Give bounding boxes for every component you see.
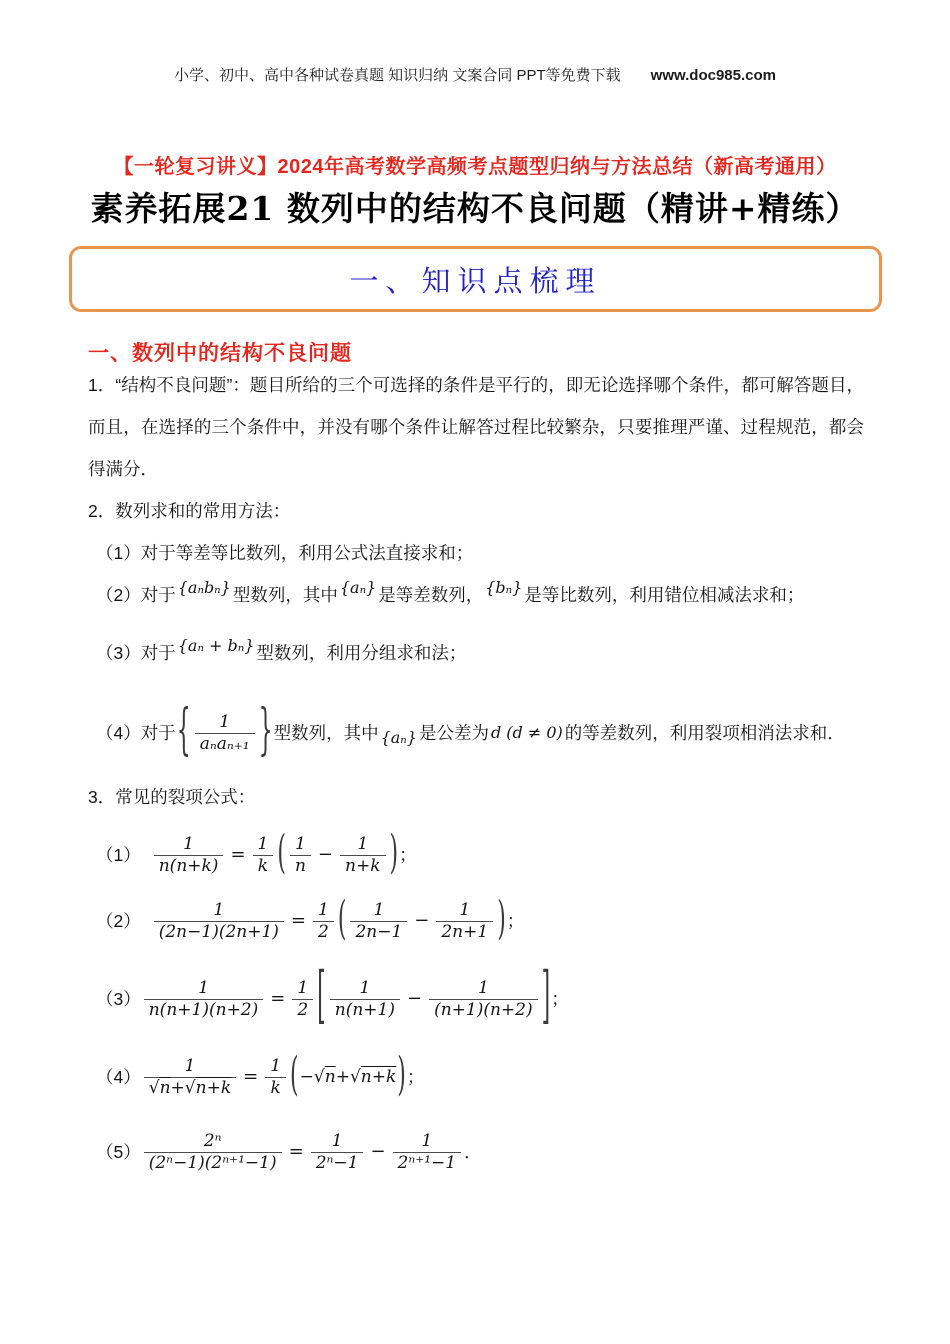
- fraction-numerator: 1: [297, 978, 309, 999]
- plus-sign: +: [335, 1066, 350, 1087]
- sqrt-radical: √: [148, 1077, 160, 1098]
- formula-4: [88, 1046, 864, 1108]
- fraction-numerator: 1: [357, 834, 369, 855]
- formula-3: [88, 964, 864, 1034]
- fraction-numerator: 1: [477, 978, 489, 999]
- fraction: [350, 900, 407, 942]
- left-paren: (: [277, 827, 286, 881]
- fraction-denominator: n+k: [340, 855, 386, 876]
- knowledge-section-box: [69, 246, 882, 312]
- left-bracket: [: [317, 962, 326, 1033]
- fraction-numerator: 1: [257, 834, 269, 855]
- math-an: {aₙ}: [380, 728, 417, 747]
- equals-sign: =: [270, 988, 286, 1009]
- fraction-denominator: k: [265, 1077, 285, 1098]
- fraction-denominator: 2n−1: [350, 921, 407, 942]
- header-text: 小学、初中、高中各种试卷真题 知识归纳 文案合同 PPT等免费下载: [173, 67, 621, 84]
- math-an: {aₙ}: [339, 578, 377, 597]
- right-paren: ): [497, 893, 506, 947]
- method-item-3: [88, 632, 864, 690]
- equals-sign: =: [243, 1066, 259, 1087]
- fraction-denominator: 2n+1: [436, 921, 493, 942]
- punctuation: ；: [551, 989, 569, 1009]
- paragraph-structure-problem: 1．“结构不良问题”：题目所给的三个可选择的条件是平行的，即无论选择哪个条件，都可解答题目，而且，在选择的三个条件中，并没有哪个条件让解答过程比较繁杂，只要推理严谨、过程规范，都会得满分．: [88, 375, 864, 479]
- exam-banner: 【一轮复习讲义】2024年高考数学高频考点题型归纳与方法总结（新高考通用）: [113, 156, 837, 178]
- formula-label: （5）: [96, 1142, 141, 1162]
- knowledge-section-title: 一、知识点梳理: [349, 263, 602, 298]
- site-url: www.doc985.com: [650, 67, 776, 84]
- math-anbn: {aₙbₙ}: [177, 578, 231, 597]
- right-bracket: ]: [541, 962, 551, 1033]
- fraction: [340, 834, 386, 876]
- fraction-numerator: 1: [373, 900, 385, 921]
- item-text: 型数列，其中: [232, 585, 338, 605]
- item-label: （2）: [96, 585, 141, 605]
- subsection-heading: 一、数列中的结构不良问题: [88, 342, 352, 365]
- minus-sign: −: [414, 910, 430, 931]
- fraction-denominator: n(n+1)(n+2): [144, 999, 264, 1020]
- fraction-denominator: n: [290, 855, 311, 876]
- formula-label: （1）: [96, 845, 141, 865]
- fraction: [290, 834, 311, 876]
- minus-sign: −: [317, 844, 334, 865]
- fraction: [144, 1131, 282, 1173]
- document-body: [88, 364, 864, 1184]
- radicand: n+k: [195, 1077, 232, 1098]
- item-label: （1）: [96, 543, 141, 563]
- fraction-denominator: (2n−1)(2n+1): [154, 921, 284, 942]
- fraction: [265, 1056, 286, 1098]
- fraction-numerator: 1: [213, 900, 225, 921]
- split-formulas-heading: 3．常见的裂项公式：: [88, 787, 256, 807]
- fraction-denominator: [144, 1077, 236, 1098]
- fraction-denominator: aₙaₙ₊₁: [195, 733, 255, 754]
- fraction-denominator: 2: [313, 921, 334, 942]
- fraction: [144, 978, 264, 1020]
- item-text: 对于: [140, 585, 176, 605]
- item-text: 对于等差等比数列，利用公式法直接求和；: [140, 543, 474, 563]
- left-paren: (: [337, 893, 347, 947]
- right-brace: }: [258, 700, 273, 763]
- fraction-numerator: 1: [295, 834, 306, 855]
- item-text: 型数列，利用分组求和法；: [256, 643, 467, 663]
- sqrt-radical: √: [184, 1077, 196, 1098]
- fraction-denominator: 2: [292, 999, 313, 1020]
- fraction: [154, 834, 224, 876]
- fraction-numerator: 2ⁿ: [203, 1131, 222, 1152]
- fraction-numerator: 1: [359, 978, 371, 999]
- methods-heading: 2．数列求和的常用方法：: [88, 501, 291, 521]
- formula-2: [88, 892, 864, 950]
- fraction-numerator: 1: [331, 1131, 343, 1152]
- math-d-ne-0: d (d ≠ 0): [490, 723, 563, 742]
- fraction: [313, 900, 334, 942]
- fraction: [429, 978, 538, 1020]
- math-an-plus-bn: {aₙ + bₙ}: [177, 636, 255, 655]
- punctuation: ；: [506, 911, 525, 931]
- fraction-numerator: 1: [459, 900, 471, 921]
- fraction-numerator: 1: [183, 834, 194, 855]
- punctuation: ；: [406, 1067, 425, 1087]
- right-paren: ): [397, 1049, 406, 1103]
- fraction-numerator: 1: [421, 1131, 433, 1152]
- formula-1: [88, 826, 864, 884]
- item-text: 是等比数列，利用错位相减法求和；: [524, 585, 805, 605]
- fraction-numerator: 1: [318, 900, 329, 921]
- equals-sign: =: [230, 844, 246, 865]
- fraction: [144, 1056, 236, 1098]
- sqrt-terms: [300, 1067, 397, 1087]
- fraction-numerator: 1: [184, 1056, 196, 1077]
- item-label: （3）: [96, 643, 141, 663]
- item-label: （4）: [96, 723, 141, 743]
- fraction-denominator: (2ⁿ−1)(2ⁿ⁺¹−1): [144, 1152, 282, 1173]
- method-item-1: [88, 532, 864, 574]
- fraction: [330, 978, 400, 1020]
- formula-label: （3）: [96, 989, 141, 1009]
- fraction: [436, 900, 493, 942]
- radicand: n+k: [360, 1066, 397, 1087]
- fraction-numerator: 1: [270, 1056, 282, 1077]
- fraction-denominator: (n+1)(n+2): [429, 999, 538, 1020]
- formula-5: [88, 1120, 864, 1184]
- doc-header: [0, 64, 950, 85]
- fraction-numerator: 1: [198, 978, 209, 999]
- item-text: 是公差为: [418, 723, 489, 743]
- fraction: [195, 712, 255, 754]
- item-text: 对于: [140, 723, 176, 743]
- method-item-4: [88, 690, 864, 776]
- fraction: [253, 834, 274, 876]
- fraction-denominator: k: [253, 855, 273, 876]
- math-bn: {bₙ}: [485, 578, 523, 597]
- method-item-2: [88, 574, 864, 632]
- punctuation: ．: [464, 1142, 482, 1162]
- equals-sign: =: [288, 1141, 304, 1162]
- minus-sign: −: [299, 1066, 314, 1087]
- plus-sign: +: [170, 1077, 185, 1098]
- minus-sign: −: [406, 988, 423, 1009]
- fraction: [292, 978, 313, 1020]
- left-brace: {: [176, 700, 191, 763]
- item-text: 的等差数列，利用裂项相消法求和．: [564, 723, 845, 743]
- fraction-denominator: n(n+1): [330, 999, 400, 1020]
- right-paren: ): [389, 827, 399, 881]
- fraction-denominator: 2ⁿ−1: [311, 1152, 364, 1173]
- radicand: n: [324, 1066, 336, 1087]
- sqrt-expression: [300, 1067, 397, 1087]
- punctuation: ；: [399, 845, 417, 865]
- fraction-denominator: n(n+k): [154, 855, 224, 876]
- fraction-numerator: 1: [219, 712, 231, 733]
- fraction-denominator: 2ⁿ⁺¹−1: [393, 1152, 462, 1173]
- sqrt-radical: √: [349, 1066, 361, 1087]
- formula-label: （4）: [96, 1067, 141, 1087]
- item-text: 对于: [140, 643, 176, 663]
- fraction: [393, 1131, 462, 1173]
- item-text: 型数列，其中: [273, 723, 379, 743]
- formula-label: （2）: [96, 911, 141, 931]
- sqrt-radical: √: [313, 1066, 325, 1087]
- radicand: n: [159, 1077, 171, 1098]
- minus-sign: −: [370, 1141, 386, 1162]
- fraction: [154, 900, 284, 942]
- equals-sign: =: [290, 910, 307, 931]
- left-paren: (: [290, 1049, 299, 1103]
- item-text: 是等差数列，: [378, 585, 484, 605]
- page-title: 素养拓展21 数列中的结构不良问题（精讲+精练）: [90, 189, 860, 228]
- fraction: [311, 1131, 364, 1173]
